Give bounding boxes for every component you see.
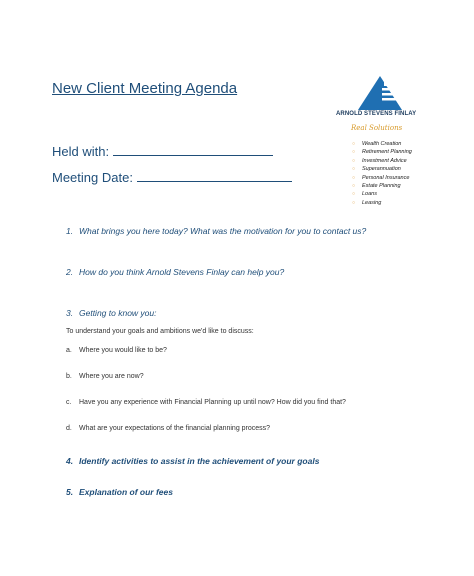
triangle-logo-icon [340, 74, 430, 114]
bullet-icon: ○ [352, 191, 356, 198]
service-item: ○ Wealth Creation [352, 141, 402, 147]
held-with-label: Held with: [52, 144, 110, 159]
page-title: New Client Meeting Agenda [52, 80, 238, 97]
item-text: Identify activities to assist in the achievement of your goals [79, 456, 320, 466]
item-number: 1. [66, 226, 74, 236]
agenda-item [66, 267, 284, 277]
bullet-icon: ○ [352, 199, 356, 206]
sub-item-text: Where you are now? [79, 373, 144, 380]
agenda-item [66, 226, 366, 236]
item-text: How do you think Arnold Stevens Finlay can help you? [79, 267, 285, 277]
held-with-field [52, 144, 273, 159]
bullet-icon: ○ [352, 141, 356, 147]
services-list [352, 140, 412, 207]
item-number: 5. [66, 487, 74, 497]
item-text: What brings you here today? What was the motivation for you to contact us? [79, 226, 367, 236]
service-item: ○ Leasing [352, 199, 382, 206]
item-number: 2. [66, 267, 74, 277]
sub-item [66, 399, 346, 406]
agenda-item [66, 308, 157, 318]
agenda-item [66, 456, 319, 466]
item-text: Explanation of our fees [79, 487, 173, 497]
service-item: ○ Loans [352, 191, 377, 198]
item-number: 3. [66, 308, 74, 318]
sub-item [66, 373, 144, 380]
sub-item [66, 347, 167, 354]
sub-item-text: What are your expectations of the financial planning process? [79, 425, 271, 432]
sub-item-letter: c. [66, 399, 72, 406]
item-text: Getting to know you: [79, 308, 157, 318]
company-tagline: Real Solutions [351, 124, 403, 132]
sub-item-text: Where you would like to be? [79, 347, 167, 354]
bullet-icon: ○ [352, 166, 356, 173]
bullet-icon: ○ [352, 149, 356, 156]
bullet-icon: ○ [352, 157, 356, 164]
meeting-date-label: Meeting Date: [52, 170, 133, 185]
service-item: ○ Retirement Planning [352, 149, 412, 156]
sub-item-text: Have you any experience with Financial Planning up until now? How did you find that? [79, 399, 346, 406]
item-number: 4. [66, 456, 74, 466]
bullet-icon: ○ [352, 183, 356, 190]
company-name: ARNOLD STEVENS FINLAY [336, 111, 417, 117]
sub-item [66, 425, 270, 432]
sub-item-letter: b. [66, 373, 72, 380]
service-item: ○ Personal Insurance [352, 174, 410, 181]
service-item: ○ Investment Advice [352, 157, 407, 164]
meeting-date-blank[interactable] [137, 171, 292, 182]
service-item: ○ Superannuation [352, 166, 401, 173]
bullet-icon: ○ [352, 174, 356, 181]
agenda-intro: To understand your goals and ambitions we'd like to discuss: [66, 328, 254, 335]
sub-item-letter: d. [66, 425, 72, 432]
service-item: ○ Estate Planning [352, 183, 401, 190]
meeting-date-field [52, 170, 292, 185]
sub-item-letter: a. [66, 347, 72, 354]
held-with-blank[interactable] [113, 145, 273, 156]
agenda-item [66, 487, 173, 497]
